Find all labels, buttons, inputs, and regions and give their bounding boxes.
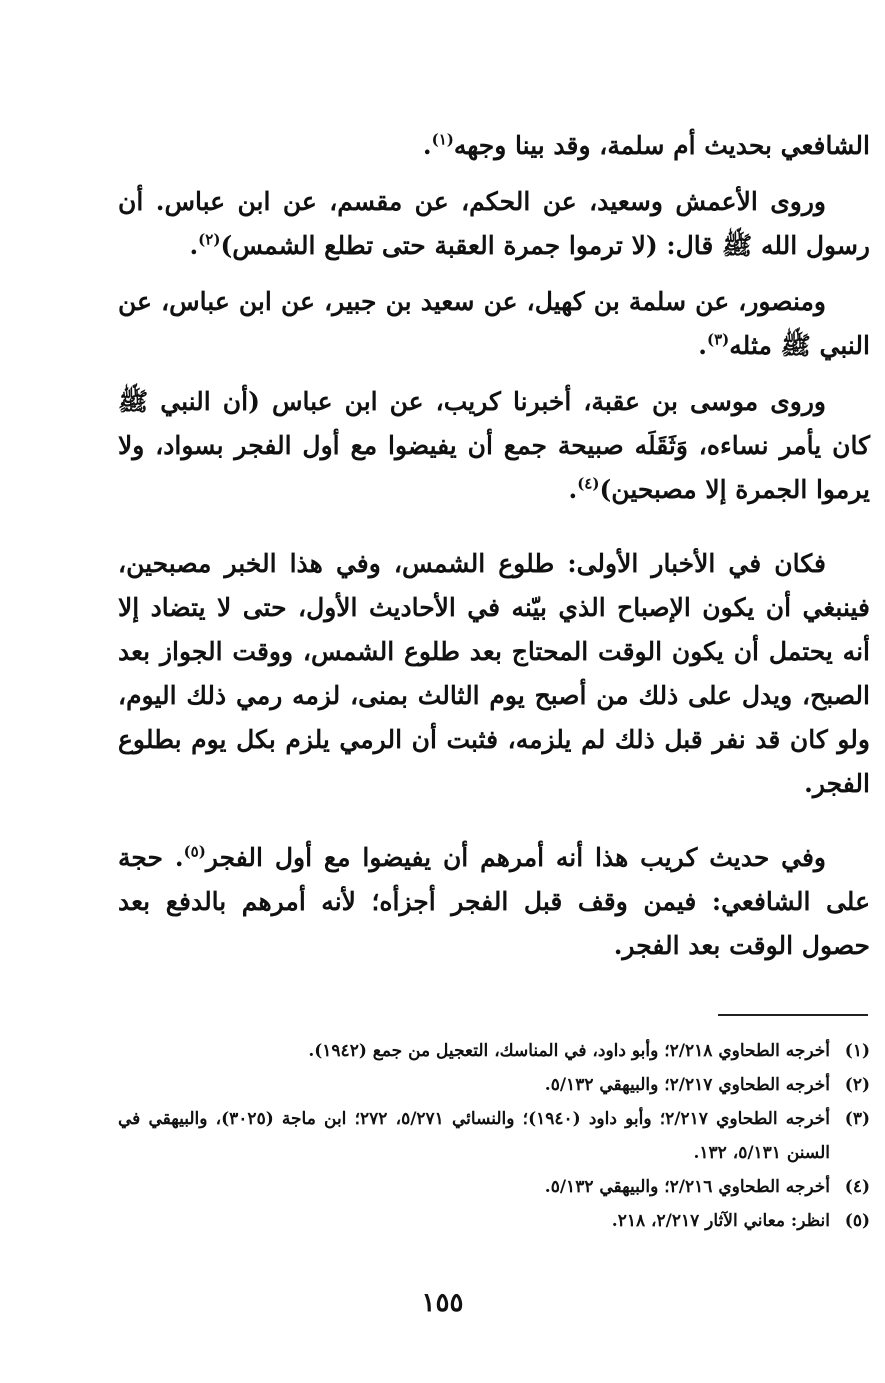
footnotes	[118, 1034, 870, 1238]
footnote-marker: (١)	[431, 130, 454, 149]
footnote-1	[118, 1034, 870, 1068]
footnote-text: أخرجه الطحاوي ٢/٢١٦؛ والبيهقي ٥/١٣٢.	[544, 1177, 830, 1197]
footnote-marker: (٣)	[707, 330, 730, 349]
paragraph-4	[118, 380, 870, 512]
footnote-text: انظر: معاني الآثار ٢/٢١٧، ٢١٨.	[611, 1211, 830, 1231]
page-number: ١٥٥	[421, 1288, 464, 1318]
paragraph-end: .	[568, 475, 578, 504]
footnote-number: (٣)	[844, 1109, 870, 1129]
paragraph-6	[118, 836, 870, 968]
footnote-text: أخرجه الطحاوي ٢/٢١٧؛ وأبو داود (١٩٤٠)؛ والنسائي ٥/٢٧١، ٢٧٢؛ ابن ماجة (٣٠٢٥)، والبيهقي في السنن ٥/١٣١، ١٣٢.	[118, 1109, 831, 1163]
footnote-marker: (٢)	[198, 230, 221, 249]
footnote-4	[118, 1170, 870, 1204]
footnote-number: (٢)	[844, 1075, 870, 1095]
paragraph-end: .	[422, 131, 432, 160]
footnote-number: (٥)	[844, 1211, 870, 1231]
paragraph-text: فكان في الأخبار الأولى: طلوع الشمس، وفي هذا الخبر مصبحين، فينبغي أن يكون الإصباح الذي بيّنه في الأحاديث الأول، حتى لا يتضاد إلا أنه يحتمل أن يكون الوقت المحتاج بعد طلوع الشمس، ووقت الجواز بعد الصبح، ويدل على ذلك من أصبح يوم الثالث بمنى، لزمه رمي ذلك اليوم، ولو كان قد نفر قبل ذلك لم يلزمه، فثبت أن الرمي يلزم بكل يوم بطلوع الفجر.	[118, 549, 870, 798]
main-text	[118, 124, 870, 980]
paragraph-2	[118, 180, 870, 268]
footnote-text: أخرجه الطحاوي ٢/٢١٧؛ والبيهقي ٥/١٣٢.	[544, 1075, 830, 1095]
footnote-2	[118, 1068, 870, 1102]
paragraph-text: الشافعي بحديث أم سلمة، وقد بينا وجهه	[453, 131, 870, 160]
footnote-separator	[718, 1014, 868, 1016]
footnote-marker: (٤)	[577, 474, 600, 493]
paragraph-text: وروى موسى بن عقبة، أخبرنا كريب، عن ابن عباس (أن النبي ﷺ كان يأمر نساءه، وَثَقَلَه صبيحة جمع أن يفيضوا مع أول الفجر بسواد، ولا يرموا الجمرة إلا مصبحين)	[118, 387, 870, 504]
footnote-text: أخرجه الطحاوي ٢/٢١٨؛ وأبو داود، في المناسك، التعجيل من جمع (١٩٤٢).	[308, 1041, 830, 1061]
paragraph-end: . حجة على الشافعي: فيمن وقف قبل الفجر أجزأه؛ لأنه أمرهم بالدفع بعد حصول الوقت بعد الفجر.	[118, 843, 870, 960]
footnote-3	[118, 1102, 870, 1170]
footnote-5	[118, 1204, 870, 1238]
paragraph-end: .	[698, 331, 707, 360]
footnote-number: (٤)	[844, 1177, 870, 1197]
footnote-number: (١)	[844, 1041, 870, 1061]
paragraph-text: وروى الأعمش وسعيد، عن الحكم، عن مقسم، عن ابن عباس. أن رسول الله ﷺ قال: (لا ترموا جمرة العقبة حتى تطلع الشمس)	[118, 187, 870, 260]
footnote-marker: (٥)	[183, 842, 206, 861]
paragraph-1	[118, 124, 870, 168]
paragraph-text: ومنصور، عن سلمة بن كهيل، عن سعيد بن جبير، عن ابن عباس، عن النبي ﷺ مثله	[118, 287, 870, 360]
paragraph-end: .	[189, 231, 199, 260]
paragraph-3	[118, 280, 870, 368]
paragraph-text: وفي حديث كريب هذا أنه أمرهم أن يفيضوا مع أول الفجر	[205, 843, 827, 872]
paragraph-5	[118, 542, 870, 806]
